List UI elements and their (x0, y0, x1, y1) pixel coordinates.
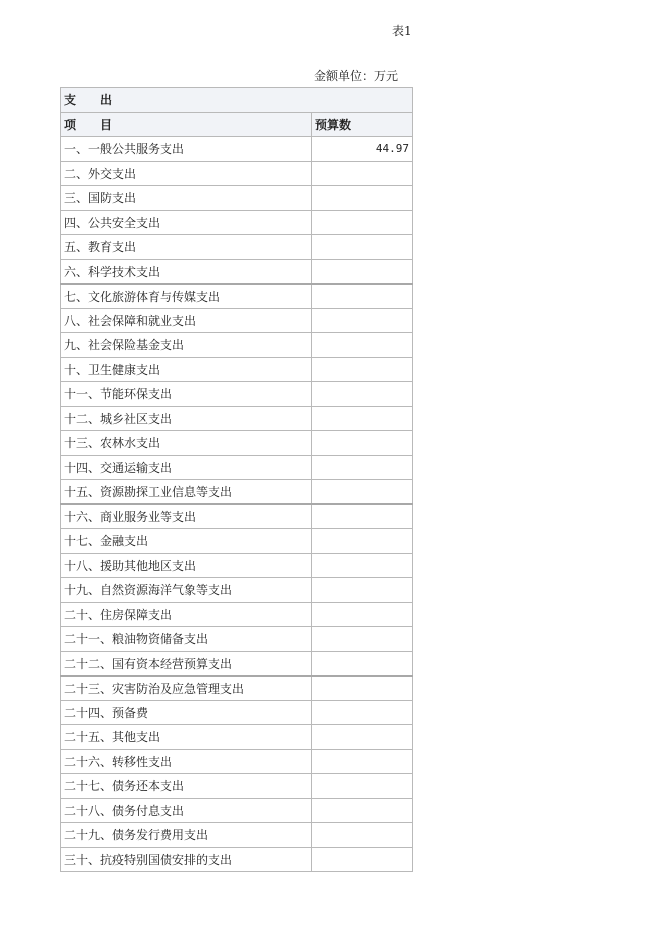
row-label: 二十八、债务付息支出 (61, 798, 312, 823)
row-label: 二十九、债务发行费用支出 (61, 823, 312, 848)
row-label: 五、教育支出 (61, 235, 312, 260)
row-amount (312, 700, 413, 725)
section-title (61, 88, 413, 113)
table-row (61, 553, 413, 578)
row-label: 一、一般公共服务支出 (61, 137, 312, 162)
row-amount (312, 235, 413, 260)
row-amount (312, 529, 413, 554)
row-amount (312, 651, 413, 676)
table-row (61, 847, 413, 872)
table-row (61, 529, 413, 554)
row-amount (312, 480, 413, 505)
row-amount (312, 455, 413, 480)
row-label: 三十、抗疫特别国债安排的支出 (61, 847, 312, 872)
row-amount (312, 210, 413, 235)
section-header-row (61, 88, 413, 113)
table-code-label: 表1 (392, 24, 412, 38)
row-label: 二十七、债务还本支出 (61, 774, 312, 799)
row-amount (312, 259, 413, 284)
table-row (61, 137, 413, 162)
item-header-char-2: 目 (100, 117, 113, 132)
row-amount (312, 186, 413, 211)
table-row (61, 651, 413, 676)
row-amount (312, 382, 413, 407)
table-row (61, 308, 413, 333)
column-header-amount: 预算数 (312, 112, 413, 137)
row-amount (312, 676, 413, 701)
column-header-item (61, 112, 312, 137)
table-row (61, 382, 413, 407)
row-label: 十八、援助其他地区支出 (61, 553, 312, 578)
row-label: 十五、资源勘探工业信息等支出 (61, 480, 312, 505)
table-row (61, 774, 413, 799)
table-row (61, 333, 413, 358)
table-row (61, 480, 413, 505)
row-amount (312, 161, 413, 186)
table-row (61, 676, 413, 701)
currency-unit-label: 金额单位：万元 (314, 69, 399, 83)
table-row (61, 504, 413, 529)
row-amount (312, 406, 413, 431)
row-amount (312, 431, 413, 456)
row-label: 十一、节能环保支出 (61, 382, 312, 407)
row-label: 二十、住房保障支出 (61, 602, 312, 627)
row-amount (312, 725, 413, 750)
row-amount (312, 284, 413, 309)
table-row (61, 798, 413, 823)
table-row (61, 823, 413, 848)
row-amount (312, 357, 413, 382)
row-label: 二十四、预备费 (61, 700, 312, 725)
row-label: 二十一、粮油物资储备支出 (61, 627, 312, 652)
row-label: 六、科学技术支出 (61, 259, 312, 284)
row-label: 二十三、灾害防治及应急管理支出 (61, 676, 312, 701)
row-amount (312, 504, 413, 529)
row-label: 十九、自然资源海洋气象等支出 (61, 578, 312, 603)
row-amount (312, 602, 413, 627)
table-row (61, 725, 413, 750)
row-label: 十七、金融支出 (61, 529, 312, 554)
table-row (61, 455, 413, 480)
expenditure-rows (61, 137, 413, 872)
section-title-char-2: 出 (100, 93, 113, 108)
table-row (61, 578, 413, 603)
row-amount (312, 553, 413, 578)
table-row (61, 259, 413, 284)
row-label: 九、社会保险基金支出 (61, 333, 312, 358)
row-amount (312, 333, 413, 358)
row-label: 十三、农林水支出 (61, 431, 312, 456)
row-label: 二、外交支出 (61, 161, 312, 186)
item-header-char-1: 项 (64, 117, 77, 132)
row-label: 十、卫生健康支出 (61, 357, 312, 382)
expenditure-budget-table (60, 87, 413, 872)
row-label: 二十五、其他支出 (61, 725, 312, 750)
table-row (61, 186, 413, 211)
table-row (61, 627, 413, 652)
row-amount (312, 847, 413, 872)
row-label: 二十二、国有资本经营预算支出 (61, 651, 312, 676)
table-row (61, 749, 413, 774)
row-amount (312, 308, 413, 333)
row-amount (312, 798, 413, 823)
row-amount: 44.97 (312, 137, 413, 162)
table-row (61, 602, 413, 627)
row-label: 三、国防支出 (61, 186, 312, 211)
row-amount (312, 578, 413, 603)
column-header-row (61, 112, 413, 137)
row-label: 十四、交通运输支出 (61, 455, 312, 480)
table-row (61, 284, 413, 309)
table-row (61, 431, 413, 456)
section-title-char-1: 支 (64, 93, 77, 108)
table-row (61, 700, 413, 725)
table-row (61, 357, 413, 382)
row-label: 二十六、转移性支出 (61, 749, 312, 774)
row-amount (312, 774, 413, 799)
table-row (61, 406, 413, 431)
row-amount (312, 627, 413, 652)
row-label: 十六、商业服务业等支出 (61, 504, 312, 529)
row-amount (312, 749, 413, 774)
table-row (61, 235, 413, 260)
row-label: 七、文化旅游体育与传媒支出 (61, 284, 312, 309)
row-label: 十二、城乡社区支出 (61, 406, 312, 431)
row-label: 八、社会保障和就业支出 (61, 308, 312, 333)
table-row (61, 161, 413, 186)
row-amount (312, 823, 413, 848)
row-label: 四、公共安全支出 (61, 210, 312, 235)
table-row (61, 210, 413, 235)
